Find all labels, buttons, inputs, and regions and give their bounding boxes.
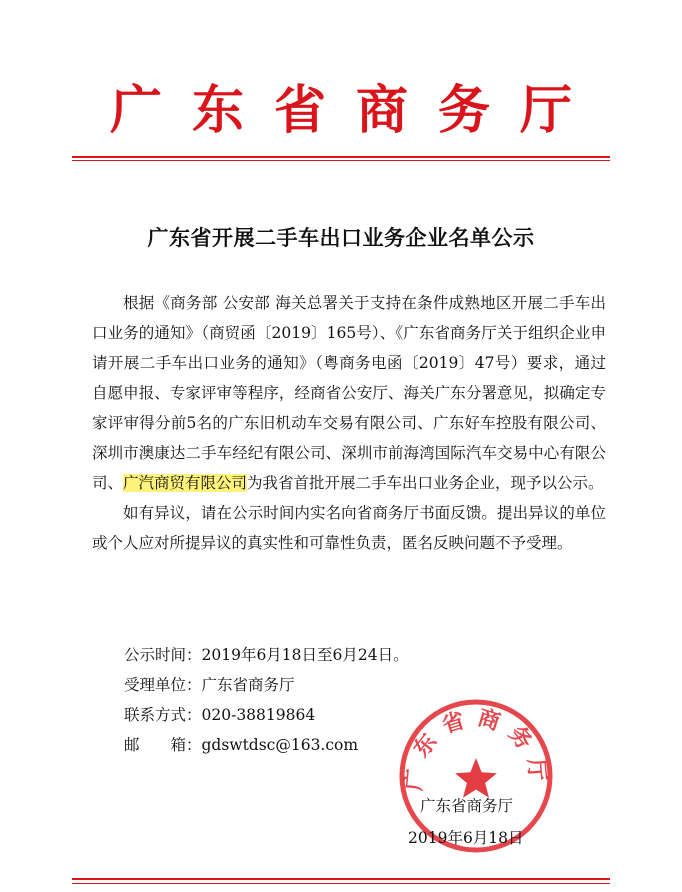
letterhead-rule-thick — [72, 156, 610, 158]
paragraph-main-tail: 为我省首批开展二手车出口业务企业，现予以公示。 — [247, 474, 604, 492]
highlighted-company: 广汽商贸有限公司 — [123, 474, 248, 492]
paragraph-objection: 如有异议，请在公示时间内实名向省商务厅书面反馈。提出异议的单位或个人应对所提异议的真实性和可靠性负责，匿名反映问题不予受理。 — [92, 504, 606, 552]
document-title: 广东省开展二手车出口业务企业名单公示 — [147, 226, 535, 250]
signature-date: 2019年6月18日 — [408, 829, 524, 847]
footer-rule-thin — [72, 883, 610, 884]
document-body — [92, 288, 606, 558]
paragraph-main — [92, 288, 606, 498]
letterhead-rule-thin — [72, 160, 610, 161]
footer-rule-thick — [72, 878, 610, 880]
seal-text: 广东省商务厅 — [400, 704, 552, 792]
letterhead-title: 广东省商务厅 — [109, 80, 602, 141]
notice-period: 公示时间：2019年6月18日至6月24日。 — [124, 646, 409, 664]
receiving-unit: 受理单位：广东省商务厅 — [124, 676, 295, 694]
contact-email: 邮 箱：gdswtdsc@163.com — [124, 736, 359, 754]
paragraph-main-text: 根据《商务部 公安部 海关总署关于支持在条件成熟地区开展二手车出口业务的通知》（商贸函〔2019〕165号）、《广东省商务厅关于组织企业申请开展二手车出口业务的通知》（粤商务电函〔2019〕47号）要求，通过自愿申报、专家评审等程序，经商省公安厅、海关广东分署意见，拟确定专家评审得分前5名的广东旧机动车交易有限公司、广东好车控股有限公司、深圳市澳康达二手车经纪有限公司、深圳市前海湾国际汽车交易中心有限公司、 — [92, 294, 606, 492]
signature-organization: 广东省商务厅 — [420, 797, 514, 815]
contact-phone: 联系方式：020-38819864 — [124, 706, 316, 724]
